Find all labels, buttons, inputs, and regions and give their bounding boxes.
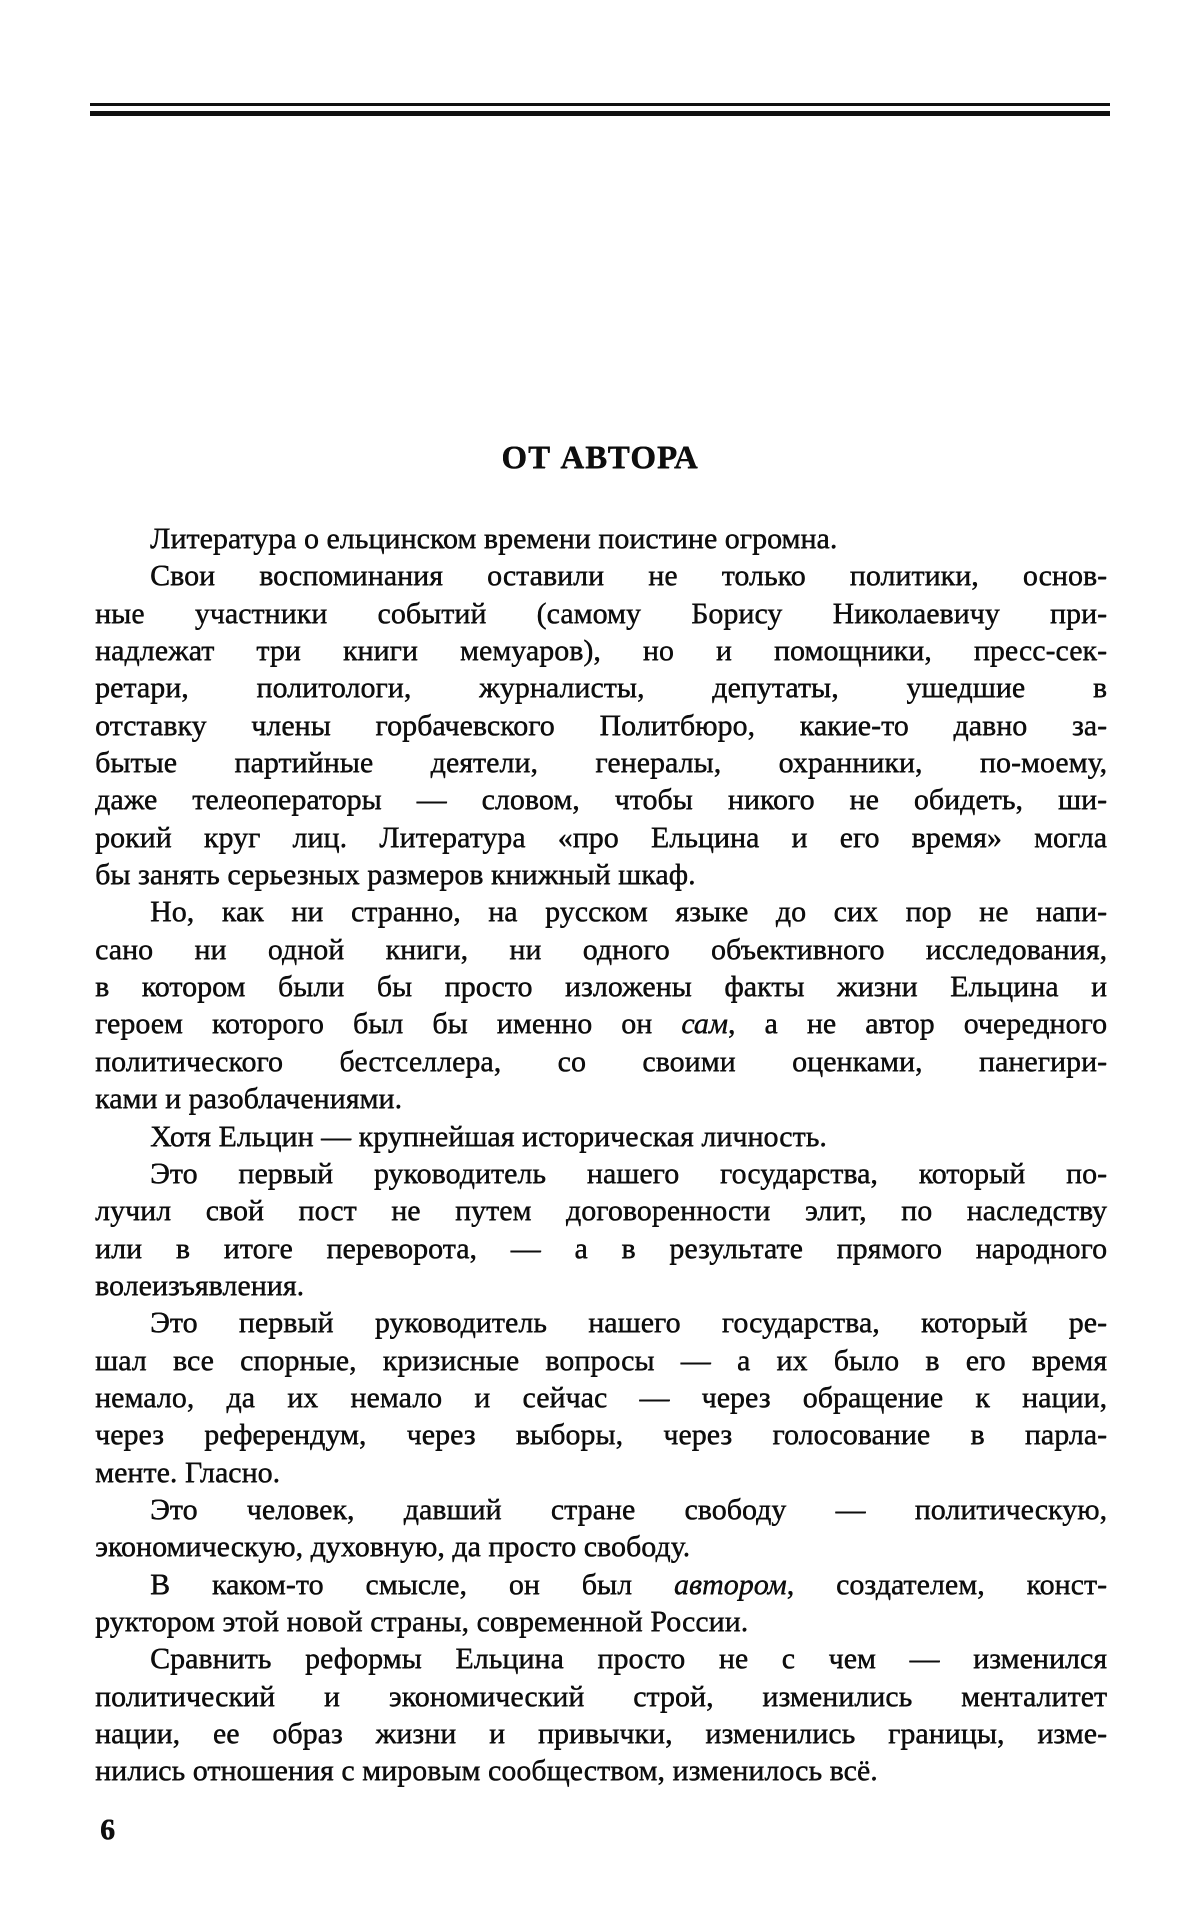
header-rule bbox=[90, 103, 1110, 116]
text-line bbox=[95, 1454, 1107, 1491]
text-line bbox=[95, 931, 1107, 968]
text-segment: или в итоге переворота, — а в результате прямого народного bbox=[95, 1231, 1107, 1265]
text-segment: ками и разоблачениями. bbox=[95, 1082, 402, 1116]
text-segment: даже телеоператоры — словом, чтобы никого не обидеть, ши- bbox=[95, 783, 1107, 817]
text-line bbox=[95, 1566, 1107, 1603]
text-segment: лучил свой пост не путем договоренности элит, по наследству bbox=[95, 1194, 1107, 1228]
text-line bbox=[95, 1752, 1107, 1789]
text-segment: в котором были бы просто изложены факты жизни Ельцина и bbox=[95, 970, 1107, 1004]
text-line bbox=[95, 1491, 1107, 1528]
text-segment: рокий круг лиц. Литература «про Ельцина и его время» могла bbox=[95, 820, 1107, 854]
text-segment: бытые партийные деятели, генералы, охранники, по-моему, bbox=[95, 746, 1107, 780]
text-line bbox=[95, 669, 1107, 706]
text-line bbox=[95, 1528, 1107, 1565]
text-line bbox=[95, 1678, 1107, 1715]
text-segment: руктором этой новой страны, современной России. bbox=[95, 1604, 749, 1638]
text-segment: бы занять серьезных размеров книжный шкаф. bbox=[95, 858, 696, 892]
text-line bbox=[95, 1603, 1107, 1640]
text-segment: , а не автор очередного bbox=[727, 1007, 1108, 1041]
chapter-title: ОТ АВТОРА bbox=[501, 440, 699, 476]
text-segment: Сравнить реформы Ельцина просто не с чем — изменился bbox=[150, 1642, 1107, 1676]
text-segment: ретари, политологи, журналисты, депутаты, ушедшие в bbox=[95, 671, 1107, 705]
text-segment: В каком-то смысле, он был bbox=[150, 1567, 674, 1601]
text-line bbox=[95, 968, 1107, 1005]
text-segment: нации, ее образ жизни и привычки, изменились границы, изме- bbox=[95, 1717, 1107, 1750]
italic-text-segment: автором bbox=[673, 1567, 787, 1601]
text-segment: политический и экономический строй, изменились менталитет bbox=[95, 1679, 1107, 1713]
text-block bbox=[95, 520, 1107, 1790]
text-segment: сано ни одной книги, ни одного объективного исследования, bbox=[95, 932, 1107, 966]
text-line bbox=[95, 819, 1107, 856]
text-line bbox=[95, 1304, 1107, 1341]
text-segment: менте. Гласно. bbox=[95, 1455, 281, 1489]
text-segment: экономическую, духовную, да просто свободу. bbox=[95, 1530, 691, 1564]
text-line bbox=[95, 1640, 1107, 1677]
text-segment: Это первый руководитель нашего государства, который по- bbox=[150, 1156, 1107, 1190]
text-segment: надлежат три книги мемуаров), но и помощники, пресс-сек- bbox=[95, 634, 1107, 668]
text-segment: через референдум, через выборы, через голосование в парла- bbox=[95, 1418, 1107, 1452]
text-line bbox=[95, 1005, 1107, 1042]
text-segment: Хотя Ельцин — крупнейшая историческая личность. bbox=[150, 1119, 827, 1153]
text-line bbox=[95, 1416, 1107, 1453]
text-segment: героем которого был бы именно он bbox=[95, 1007, 682, 1041]
text-line bbox=[95, 1043, 1107, 1080]
text-line bbox=[95, 1267, 1107, 1304]
text-line bbox=[95, 1192, 1107, 1229]
text-line bbox=[95, 1155, 1107, 1192]
text-line bbox=[95, 632, 1107, 669]
text-line bbox=[95, 781, 1107, 818]
text-line bbox=[95, 1118, 1107, 1155]
text-segment: Но, как ни странно, на русском языке до сих пор не напи- bbox=[150, 895, 1107, 929]
text-segment: ные участники событий (самому Борису Николаевичу при- bbox=[95, 596, 1107, 630]
text-segment: волеизъявления. bbox=[95, 1268, 305, 1302]
text-segment: , создателем, конст- bbox=[786, 1567, 1107, 1601]
page-number: 6 bbox=[100, 1813, 115, 1846]
text-line bbox=[95, 1379, 1107, 1416]
text-line bbox=[95, 1342, 1107, 1379]
text-line bbox=[95, 744, 1107, 781]
text-segment: отставку члены горбачевского Политбюро, какие-то давно за- bbox=[95, 708, 1107, 742]
text-line bbox=[95, 893, 1107, 930]
text-line bbox=[95, 1230, 1107, 1267]
text-line bbox=[95, 1080, 1107, 1117]
text-line bbox=[95, 856, 1107, 893]
header-rule-lower-line bbox=[90, 111, 1110, 116]
text-segment: Литература о ельцинском времени поистине огромна. bbox=[150, 522, 838, 555]
text-segment: Свои воспоминания оставили не только политики, основ- bbox=[150, 559, 1107, 593]
italic-text-segment: сам bbox=[681, 1007, 728, 1041]
text-segment: Это человек, давший стране свободу — политическую, bbox=[150, 1492, 1107, 1526]
text-line bbox=[95, 557, 1107, 594]
text-segment: Это первый руководитель нашего государства, который ре- bbox=[150, 1306, 1107, 1340]
text-line bbox=[95, 707, 1107, 744]
text-segment: политического бестселлера, со своими оценками, панегири- bbox=[95, 1044, 1107, 1078]
text-segment: нились отношения с мировым сообществом, изменилось всё. bbox=[95, 1754, 878, 1788]
text-line bbox=[95, 520, 1107, 557]
text-line bbox=[95, 1715, 1107, 1752]
text-segment: шал все спорные, кризисные вопросы — а их было в его время bbox=[95, 1343, 1107, 1377]
text-line bbox=[95, 595, 1107, 632]
text-segment: немало, да их немало и сейчас — через обращение к нации, bbox=[95, 1380, 1107, 1414]
